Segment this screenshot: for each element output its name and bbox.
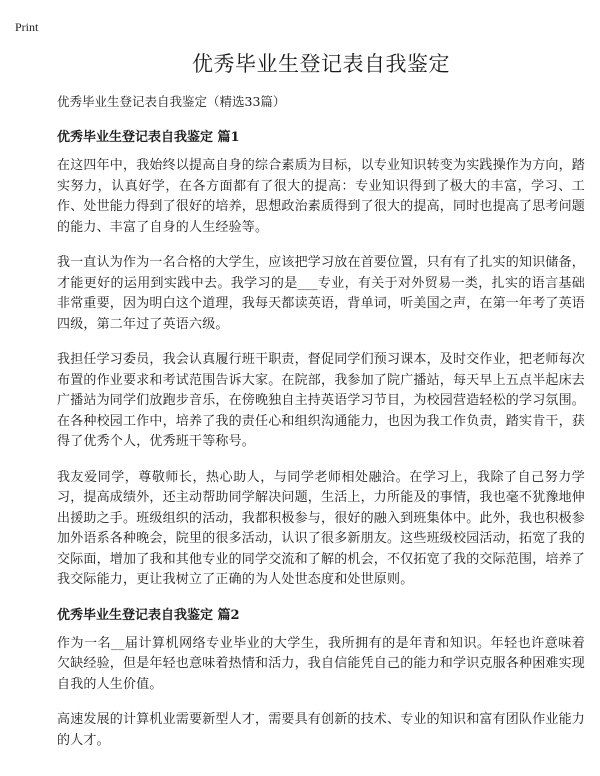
- section-2: [57, 606, 585, 752]
- paragraph: 高速发展的计算机业需要新型人才，需要具有创新的技术、专业的知识和富有团队作业能力的人才。: [57, 712, 586, 748]
- section-heading: 优秀毕业生登记表自我鉴定 篇2: [57, 607, 240, 623]
- page-title: 优秀毕业生登记表自我鉴定: [192, 52, 450, 76]
- paragraph: 我一直认为作为一名合格的大学生，应该把学习放在首要位置，只有有了扎实的知识储备，才能更好的运用到实践中去。我学习的是___专业，有关于对外贸易一类，扎实的语言基础非常重要，因为明白这个道理，我每天都读英语，背单词，听美国之声，在第一年考了英语四级，第二年过了英语六级。: [57, 255, 586, 332]
- section-heading: 优秀毕业生登记表自我鉴定 篇1: [57, 130, 240, 145]
- paragraph: 作为一名__届计算机网络专业毕业的大学生，我所拥有的是年青和知识。年轻也许意味着欠缺经验，但是年轻也意味着热情和活力，我自信能凭自己的能力和学识克服各种困难实现自我的人生价值。: [57, 635, 586, 692]
- paragraph: 我友爱同学，尊敬师长，热心助人，与同学老师相处融洽。在学习上，我除了自己努力学习，提高成绩外，还主动帮助同学解决问题，生活上，力所能及的事情，我也毫不犹豫地伸出援助之手。班级组织的活动，我都积极参与，很好的融入到班集体中。此外，我也积极参加外语系各种晚会，院里的很多活动，认识了很多新朋友。这些班级校园活动，拓宽了我的交际面，增加了我和其他专业的同学交流和了解的机会，不仅拓宽了我的交际范围，培养了我交际能力，更让我树立了正确的为人处世态度和处世原则。: [57, 469, 586, 587]
- paragraph: 我担任学习委员，我会认真履行班干职责，督促同学们预习课本，及时交作业，把老师每次布置的作业要求和考试范围告诉大家。在院部，我参加了院广播站，每天早上五点半起床去广播站为同学们放跑步音乐，在傍晚独自主持英语学习节目，为校园营造轻松的学习氛围。在各种校园工作中，培养了我的责任心和组织沟通能力，也因为我工作负责，踏实肯干，获得了优秀个人，优秀班干等称号。: [57, 352, 586, 449]
- document-subtitle: 优秀毕业生登记表自我鉴定（精选33篇）: [57, 94, 286, 109]
- paragraph: 在这四年中，我始终以提高自身的综合素质为目标，以专业知识转变为实践操作为方向，踏实努力，认真好学，在各方面都有了很大的提高：专业知识得到了极大的丰富，学习、工作、处世能力得到了很好的培养，思想政治素质得到了很大的提高，同时也提高了思考问题的能力、丰富了自身的人生经验等。: [57, 158, 586, 235]
- section-1: [57, 128, 585, 591]
- print-link[interactable]: Print: [15, 20, 39, 34]
- document-body: [57, 48, 585, 766]
